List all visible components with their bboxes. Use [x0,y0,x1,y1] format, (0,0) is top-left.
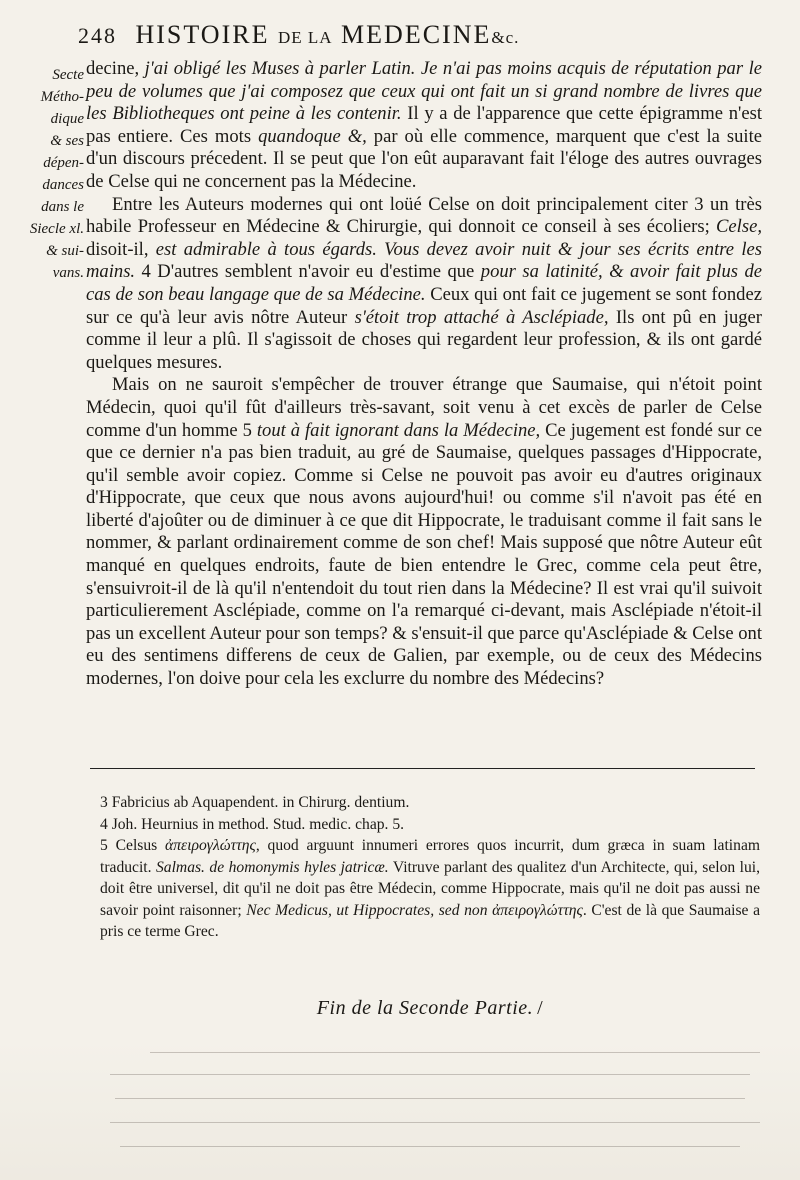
footnote-3: 3 Fabricius ab Aquapendent. in Chirurg. dentium. [100,794,410,811]
fin-text: Fin de la Seconde Partie. [316,997,534,1019]
paragraph-3 [86,374,762,690]
margin-note-line: Métho- [40,89,84,105]
bleed-line [110,1122,760,1123]
text-run: . C'est de là que Saumaise a pris ce terme Grec. [100,901,760,940]
italic-run: Celse, [716,216,762,238]
italic-run: s'étoit trop attaché à Asclépiade, [354,306,609,328]
margin-note [6,64,84,284]
main-text [86,58,762,691]
margin-note-line: & sui- [46,243,84,259]
text-run: Ils ont pû en juger comme il leur a plû. Il s'agissoit de choses qui regardent leur profession, & ils ont gardé quelques mesures. [86,306,762,373]
italic-run: Nec Medicus, ut Hippocrates, sed non [246,901,488,919]
margin-note-line: dique [50,111,84,127]
text-run: Ceux qui ont fait ce jugement se sont fondez sur ce qu'à leur avis nôtre Auteur [86,283,762,328]
margin-note-line: dépen- [43,155,84,171]
footnote-divider [90,768,755,769]
page-number: 248 [78,23,117,48]
text-run: Ce jugement est fondé sur ce que ce dernier n'a pas bien traduit, au gré de Saumaise, quelques passages d'Hippocrate, qu'il semble avoir copiez. Comme si Celse ne pouvoit pas avoir eu d'autres originaux d'Hippocrate, que ceux que nous avons aujourd'hui! ou comme s'il n'avoit pas été en liberté d'ajoûter ou de diminuer à ce que dit Hippocrate, le traduisant comme il fait sans le nommer, & parlant ordinairement comme de son chef! Mais supposé que nôtre Auteur eût manqué en quelques endroits, faute de bien entendre le Grec, comme cela peut être, s'ensuivroit-il de là qu'il n'entendoit du tout rien dans la Médecine? Il est vrai qu'il suivoit particulierement Asclépiade, comme on l'a remarqué ci-devant, mais Asclépiade n'étoit-il pas un excellent Auteur pour son temps? & s'ensuit-il que parce qu'Asclépiade & Celse ont eu des sentimens differens de ceux de Galien, par exemple, ou de ceux des Médecins modernes, l'on doive pour cela les exclurre du nombre des Médecins? [86,419,762,690]
greek-term: ἀπειρογλώττης [165,837,256,854]
text-run: Il y a de l'apparence que cette épigramme n'est pas entiere. Ces mots [86,103,762,147]
header-title-histoire: HISTOIRE [135,20,270,49]
text-run: par où elle commence, marquent que c'est la suite d'un discours précedent. Il se peut que l'on eût auparavant fait l'éloge des autres ouvrages de Celse qui ne concernent pas la Médecine. [86,125,763,192]
header-title-etc: &c. [491,28,520,47]
text-run: decine, [86,58,145,79]
margin-note-line: dances [42,177,84,193]
part-end-line [0,997,800,1020]
header-title-de-la: DE LA [277,28,333,47]
italic-run: est admirable à tous égards. Vous devez avoir nuit & jour ses écrits entre les mains. [86,238,762,283]
text-run: 5 Celsus [100,837,166,854]
text-run: Mais on ne sauroit s'empêcher de trouver étrange que Saumaise, qui n'étoit point Médecin, quoi qu'il fût d'ailleurs très-savant, soit venu à cet excès de parler de Celse comme d'un homme 5 [86,374,762,441]
paragraph-1 [86,58,762,194]
text-run: , quod arguunt innumeri errores quos incurrit, dum græca in suam latinam traducit. [100,837,760,876]
footnotes [100,792,760,943]
italic-run: j'ai obligé les Muses à parler Latin. Je n'ai pas moins acquis de réputation par le peu de volumes que j'ai composez que ceux qui ont fait un si grand nombre de livres que les Bibliotheques ont peine à les contenir. [86,58,762,125]
margin-note-line: Secte [52,67,84,83]
bleed-through-area [0,1040,800,1180]
italic-run: tout à fait ignorant dans la Médecine, [256,419,541,441]
bleed-line [115,1098,745,1099]
margin-note-line: & ses [50,133,84,149]
header-title-medecine: MEDECINE [341,20,492,49]
text-run: Vitruve parlant des qualitez d'un Architecte, qui, selon lui, doit être universel, dit qu'il ne doit pas être Médecin, comme Hippocrate, mais qu'il ne doit pas aussi ne savoir point raisonner; [100,858,760,919]
margin-note-line: dans le [41,199,84,215]
margin-note-line: vans. [52,265,84,281]
greek-term: ἀπειρογλώττης [492,901,583,919]
margin-note-line: Siecle xl. [29,221,84,237]
text-run: disoit-il, [86,238,156,260]
footnote-4: 4 Joh. Heurnius in method. Stud. medic. chap. 5. [100,815,405,833]
pen-mark: / [537,997,544,1019]
bleed-line [110,1074,750,1075]
bleed-line [150,1052,760,1053]
italic-run: pour sa latinité, & avoir fait plus de cas de son beau langage que de sa Médecine. [86,261,762,305]
paragraph-2 [86,194,762,375]
bleed-line [120,1146,740,1147]
italic-run: Salmas. de homonymis hyles jatricæ. [156,858,389,876]
footnote-5 [100,835,760,943]
italic-run: quandoque &, [258,125,367,147]
running-header [78,20,778,54]
text-run: 4 D'autres semblent n'avoir eu d'estime que [135,261,481,283]
text-run: Entre les Auteurs modernes qui ont loüé Celse on doit principalement citer 3 un très habile Professeur en Médecine & Chirurgie, qui donnoit ce conseil à ses écoliers; [86,193,762,238]
